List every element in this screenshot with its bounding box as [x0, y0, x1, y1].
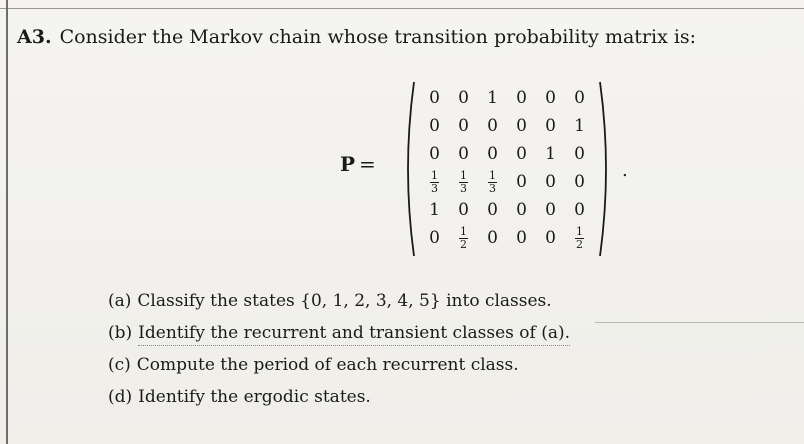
- equals-sign: =: [359, 152, 376, 176]
- matrix-cell: 0: [545, 115, 556, 136]
- matrix-cell: 0: [458, 143, 469, 164]
- fraction: [459, 170, 468, 194]
- fraction-denominator: 3: [489, 181, 496, 195]
- matrix-cell: 0: [429, 87, 440, 108]
- part-item: [108, 317, 570, 349]
- part-text: Identify the ergodic states.: [138, 387, 371, 407]
- top-rule: [0, 8, 804, 9]
- part-text: Identify the recurrent and transient classes of (a).: [138, 323, 570, 346]
- fraction-numerator: 1: [576, 224, 583, 238]
- matrix-cell: 0: [429, 143, 440, 164]
- matrix-cell: 0: [516, 87, 527, 108]
- matrix-cell: 0: [545, 87, 556, 108]
- matrix-cell: 0: [574, 143, 585, 164]
- matrix-cell: 1: [487, 87, 498, 108]
- fraction: [430, 170, 439, 194]
- matrix-cell: 0: [487, 199, 498, 220]
- part-item: [108, 381, 570, 413]
- matrix-cell: 0: [458, 87, 469, 108]
- matrix-cell: [478, 168, 507, 196]
- fraction-denominator: 3: [460, 181, 467, 195]
- matrix-cell: 0: [545, 227, 556, 248]
- matrix-cell: 0: [574, 199, 585, 220]
- matrix-cell: 0: [516, 115, 527, 136]
- fraction-numerator: 1: [489, 168, 496, 182]
- faint-ruled-line: [595, 322, 804, 323]
- part-label: (c): [108, 355, 131, 375]
- matrix-cell: 0: [545, 171, 556, 192]
- fraction-numerator: 1: [460, 224, 467, 238]
- fraction-denominator: 3: [431, 181, 438, 195]
- matrix-cell: 0: [545, 199, 556, 220]
- matrix-cell: 0: [487, 115, 498, 136]
- transition-matrix: [420, 84, 594, 252]
- matrix-name: P: [340, 152, 356, 176]
- fraction: [575, 226, 584, 250]
- matrix-cell: 0: [516, 143, 527, 164]
- fraction-numerator: 1: [460, 168, 467, 182]
- fraction-denominator: 2: [460, 237, 467, 251]
- matrix-cell: 1: [429, 199, 440, 220]
- fraction: [488, 170, 497, 194]
- matrix-cell: [565, 224, 594, 252]
- question-text: Consider the Markov chain whose transition probability matrix is:: [59, 26, 697, 48]
- left-margin-rule: [6, 0, 8, 444]
- matrix-cell: 0: [429, 227, 440, 248]
- matrix-cell: [420, 168, 449, 196]
- matrix-equation: [340, 80, 640, 258]
- matrix-cell: [449, 168, 478, 196]
- part-item: [108, 285, 570, 317]
- part-label: (d): [108, 387, 133, 407]
- fraction: [459, 226, 468, 250]
- left-parenthesis: [400, 80, 416, 258]
- question-parts: [108, 285, 570, 413]
- matrix-cell: 0: [516, 171, 527, 192]
- matrix-cell: 0: [516, 199, 527, 220]
- right-parenthesis: [598, 80, 614, 258]
- part-item: [108, 349, 570, 381]
- matrix-cell: 0: [574, 87, 585, 108]
- matrix-cell: 0: [516, 227, 527, 248]
- matrix-cell: 0: [574, 171, 585, 192]
- question-heading: [17, 26, 696, 48]
- part-label: (b): [108, 323, 133, 343]
- matrix-cell: 0: [429, 115, 440, 136]
- part-text: Classify the states {0, 1, 2, 3, 4, 5} into classes.: [137, 291, 552, 311]
- matrix-cell: 0: [487, 143, 498, 164]
- question-number: A3.: [17, 26, 52, 48]
- matrix-cell: [449, 224, 478, 252]
- matrix-cell: 0: [458, 199, 469, 220]
- matrix-cell: 0: [458, 115, 469, 136]
- matrix-symbol: [340, 152, 376, 176]
- matrix-period: .: [622, 160, 628, 181]
- fraction-denominator: 2: [576, 237, 583, 251]
- fraction-numerator: 1: [431, 168, 438, 182]
- matrix-cell: 0: [487, 227, 498, 248]
- matrix-cell: 1: [545, 143, 556, 164]
- part-text: Compute the period of each recurrent class.: [136, 355, 519, 375]
- matrix-cell: 1: [574, 115, 585, 136]
- part-label: (a): [108, 291, 132, 311]
